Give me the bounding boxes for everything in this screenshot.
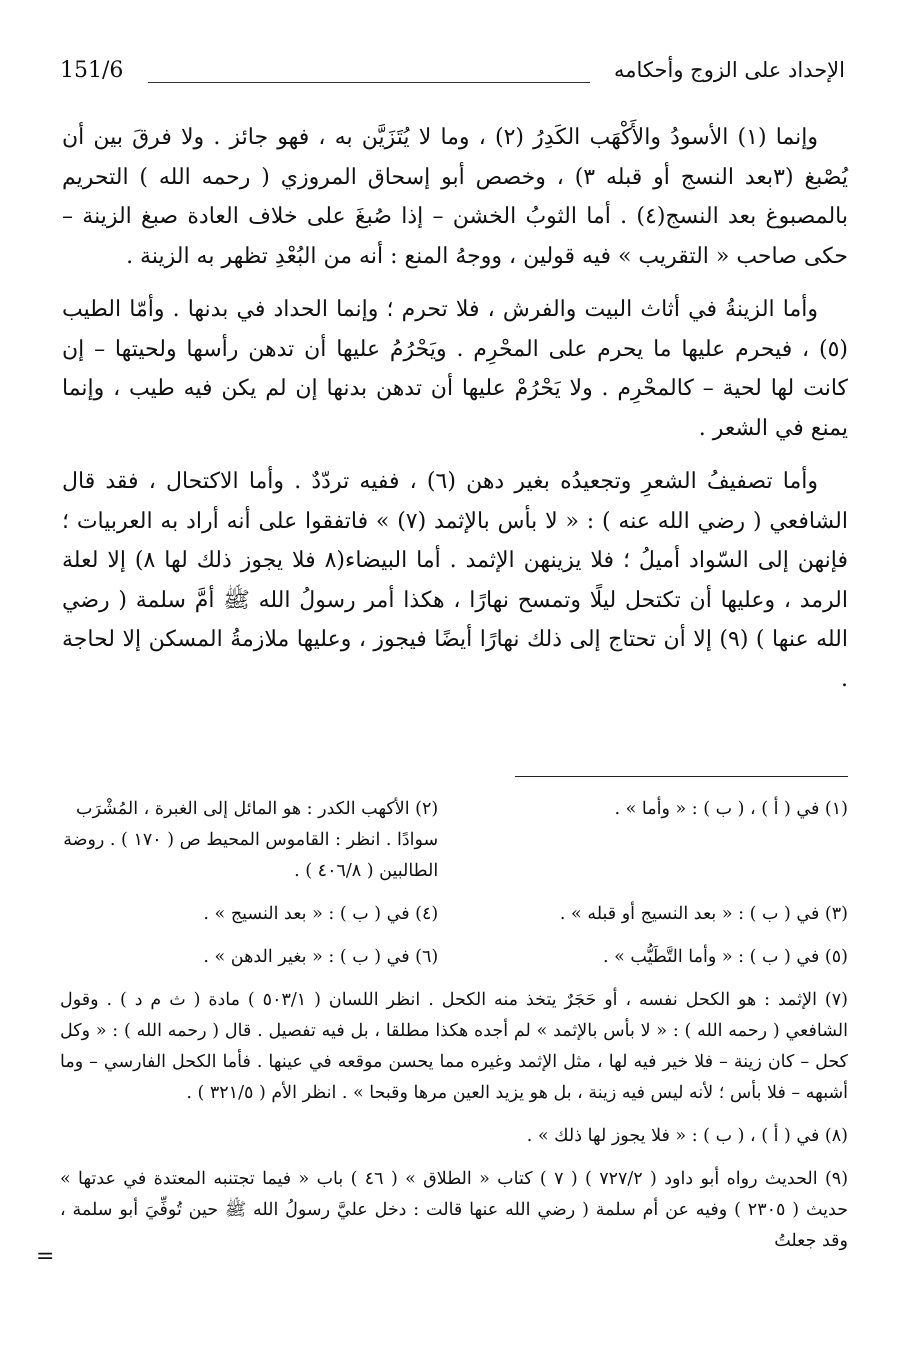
running-title: الإحداد على الزوج وأحكامه [614, 58, 845, 82]
footnote-separator [515, 776, 848, 777]
footnote-8: (٨) في ( أ ) ، ( ب ) : « فلا يجوز لها ذلك » . [526, 1126, 848, 1146]
footnote-7: (٧) الإثمد : هو الكحل نفسه ، أو حَجَرٌ يتخذ منه الكحل . انظر اللسان ( ٥٠٣/١ ) مادة ( ث م د ) . وقول الشافعي ( رحمه الله ) : « لا بأس بالإثمد » لم أجده هكذا مطلقا ، بل فيه تفصيل . قال ( رحمه الله ) : « وكل كحل – كان زينة – فلا خير فيه لها ، مثل الإثمد وغيره مما يحسن موقعه في عينها . فأما الكحل الفارسي – وما أشبهه – فلا بأس ؛ لأنه ليس فيه زينة ، بل هو يزيد العين مرها وقبحا » . انظر الأم ( ٣٢١/٥ ) . [60, 990, 849, 1103]
footnote-9: (٩) الحديث رواه أبو داود ( ٧٢٧/٢ ) ( ٧ ) كتاب « الطلاق » ( ٤٦ ) باب « فيما تجتنبه المعتدة في عدتها » حديث ( ٢٣٠٥ ) وفيه عن أم سلمة ( رضي الله عنها قالت : دخل عليَّ رسولُ الله ﷺ حين تُوفِّيَ أبو سلمة ، وقد جعلتُ [60, 1169, 849, 1251]
footnote-row [60, 942, 848, 973]
header-rule [148, 82, 590, 83]
paragraph: وأما تصفيفُ الشعرِ وتجعيدُه بغير دهن (٦) ، ففيه تردّدٌ . وأما الاكتحال ، فقد قال الشافعي ( رضي الله عنه ) : « لا بأس بالإثمد (٧) » فاتفقوا على أنه أراد به العربيات ؛ فإنهن إلى السّواد أميلُ ؛ فلا يزينهن الإثمد . أما البيضاء(٨ فلا يجوز ذلك لها ٨) إلا لعلة الرمد ، وعليها أن تكتحل ليلًا وتمسح نهارًا ، هكذا أمر رسولُ الله ﷺ أمَّ سلمة ( رضي الله عنها ) (٩) إلا أن تحتاج إلى ذلك نهارًا أيضًا فيجوز ، وعليها ملازمةُ المسكن إلا لحاجة . [62, 469, 849, 692]
footnote-row [60, 794, 848, 887]
footnote-2: (٢) الأكهب الكدر : هو المائل إلى الغبرة ، المُشْرَب سوادًا . انظر : القاموس المحيط ص ( ١٧٠ ) . روضة الطالبين ( ٤٠٦/٨ ) . [63, 799, 439, 881]
paragraph: وإنما (١) الأسودُ والأَكْهَب الكَدِرُ (٢) ، وما لا يُتَزَيَّن به ، فهو جائز . ولا فرقَ بين أن يُصْبغ (٣بعد النسج أو قبله ٣) ، وخصص أبو إسحاق المروزي ( رحمه الله ) التحريم بالمصبوغ بعد النسج(٤) . أما الثوبُ الخشن – إذا صُبغَ على خلاف العادة صبغ الزينة – حكى صاحب « التقريب » فيه قولين ، ووجهُ المنع : أنه من البُعْدِ تظهر به الزينة . [62, 125, 848, 269]
footnote-4: (٤) في ( ب ) : « بعد النسيج » . [203, 904, 439, 924]
footnotes [60, 794, 848, 1269]
footnote-6: (٦) في ( ب ) : « بغير الدهن » . [203, 947, 439, 967]
page-header [60, 58, 845, 92]
footnote-5: (٥) في ( ب ) : « وأما التَّطَيُّب » . [603, 947, 848, 967]
continuation-mark: = [36, 1244, 55, 1269]
page-number: 151/6 [60, 58, 124, 83]
footnote-1: (١) في ( أ ) ، ( ب ) : « وأما » . [614, 799, 848, 819]
main-text [62, 118, 848, 713]
paragraph: وأما الزينةُ في أثاث البيت والفرش ، فلا تحرم ؛ وإنما الحداد في بدنها . وأمّا الطيب (٥) ، فيحرم عليها ما يحرم على المحْرِم . ويَحْرُمُ عليها أن تدهن رأسها ولحيتها – إن كانت لها لحية – كالمحْرِم . ولا يَحْرُمْ عليها أن تدهن بدنها إن لم يكن فيه طيب ، وإنما يمنع في الشعر . [62, 297, 848, 441]
footnote-3: (٣) في ( ب ) : « بعد النسيج أو قبله » . [559, 904, 848, 924]
footnote-row [60, 899, 848, 930]
